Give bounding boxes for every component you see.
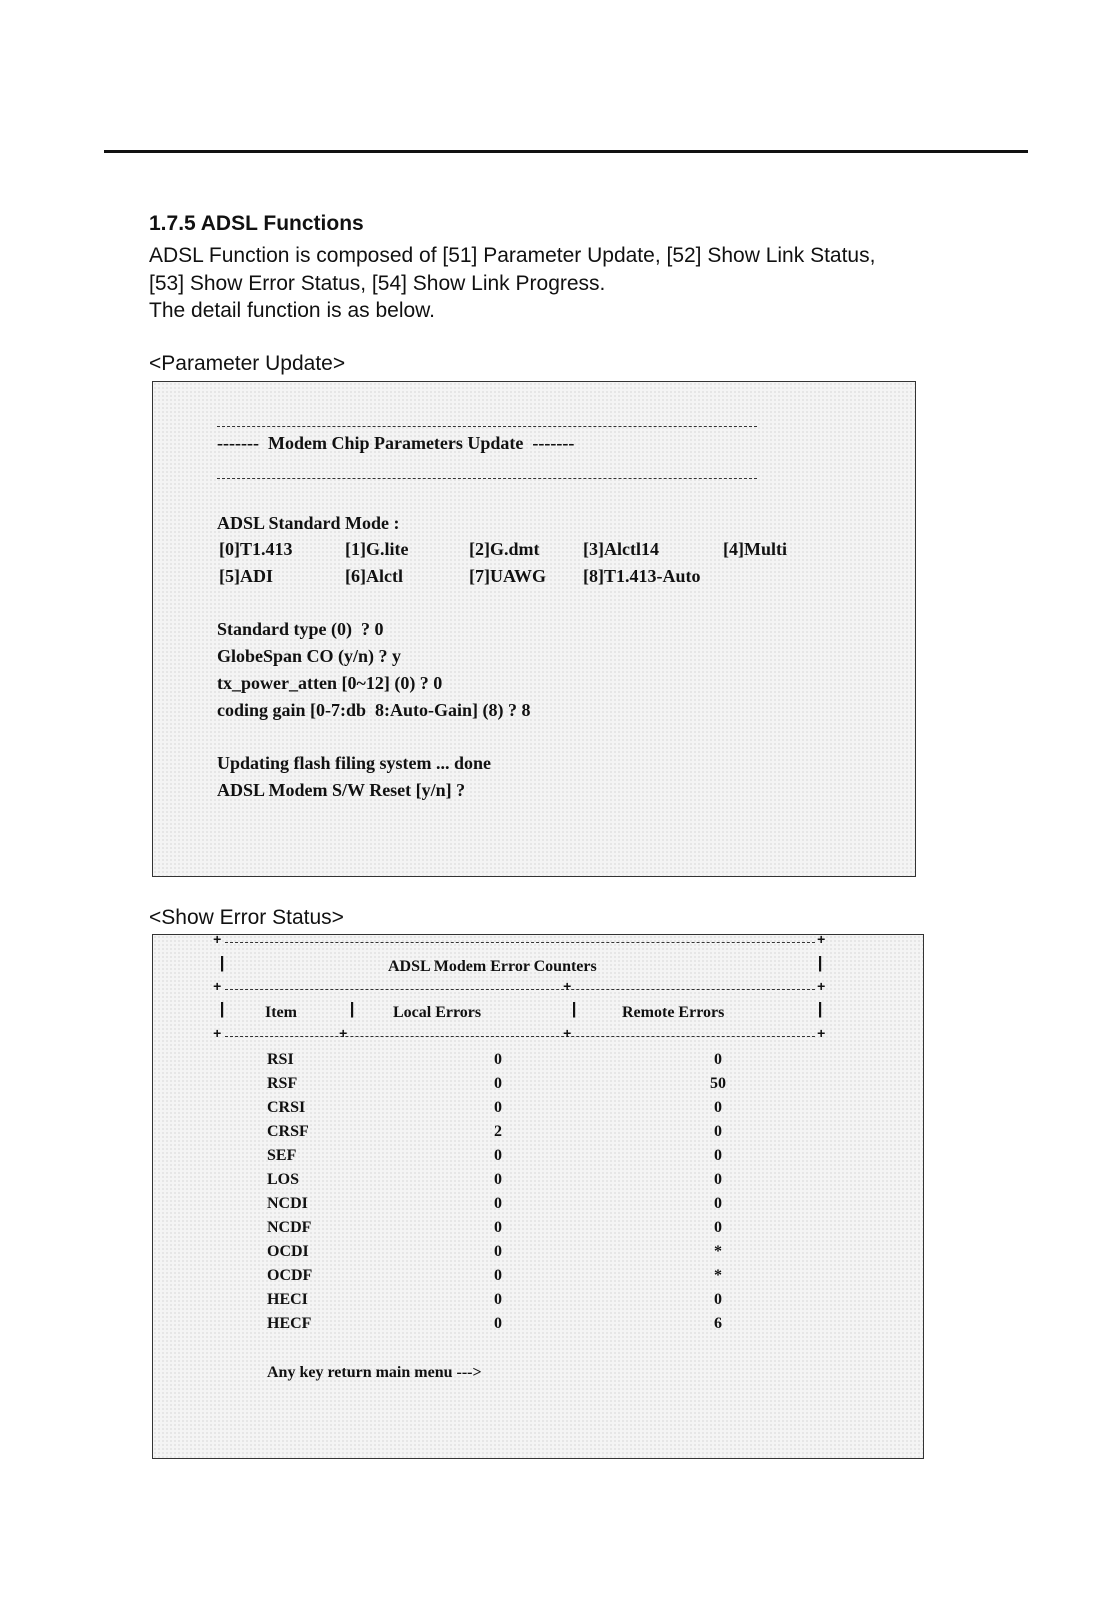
corner-plus: + <box>563 1027 572 1043</box>
corner-plus: + <box>817 933 826 949</box>
table-edge: | <box>569 1001 580 1020</box>
mode-option: [8]T1.413-Auto <box>583 566 701 586</box>
mode-option: [0]T1.413 <box>219 539 293 559</box>
row-remote: * <box>714 1243 722 1260</box>
mode-option: [2]G.dmt <box>469 539 540 559</box>
mode-option: [6]Alctl <box>345 566 403 586</box>
table-row <box>153 1147 923 1171</box>
corner-plus: + <box>563 980 572 996</box>
section-heading: 1.7.5 ADSL Functions <box>149 212 364 235</box>
parameter-update-caption: <Parameter Update> <box>149 352 346 375</box>
table-border <box>225 942 815 943</box>
mode-option: [5]ADI <box>219 566 273 586</box>
prompt-line: Standard type (0) ? 0 <box>217 619 384 639</box>
table-edge: | <box>347 1001 358 1020</box>
row-local: 0 <box>494 1291 502 1308</box>
row-remote: 0 <box>714 1171 722 1188</box>
corner-plus: + <box>213 980 222 996</box>
table-row <box>153 1267 923 1291</box>
table-row <box>153 1219 923 1243</box>
error-status-caption: <Show Error Status> <box>149 906 344 929</box>
top-rule <box>104 150 1028 153</box>
prompt-line: GlobeSpan CO (y/n) ? y <box>217 646 402 666</box>
row-item: OCDF <box>267 1267 313 1284</box>
row-item: HECI <box>267 1291 308 1308</box>
section-paragraph <box>149 242 1009 325</box>
mode-options-row <box>219 566 701 587</box>
row-local: 0 <box>494 1243 502 1260</box>
dashed-rule <box>217 478 757 479</box>
corner-plus: + <box>339 1027 348 1043</box>
status-line: ADSL Modem S/W Reset [y/n] ? <box>217 780 466 800</box>
row-remote: 0 <box>714 1291 722 1308</box>
table-row <box>153 1291 923 1315</box>
table-row <box>153 1099 923 1123</box>
row-item: OCDI <box>267 1243 309 1260</box>
row-remote: 0 <box>714 1195 722 1212</box>
table-edge: | <box>815 1001 826 1020</box>
prompt-line: tx_power_atten [0~12] (0) ? 0 <box>217 673 443 693</box>
column-header-item: Item <box>265 1004 297 1021</box>
paragraph-line: [53] Show Error Status, [54] Show Link Progress. <box>149 271 606 295</box>
paragraph-line: The detail function is as below. <box>149 299 436 322</box>
mode-label: ADSL Standard Mode : <box>217 513 400 533</box>
row-local: 0 <box>494 1171 502 1188</box>
status-line: Updating flash filing system ... done <box>217 753 492 773</box>
row-local: 0 <box>494 1051 502 1068</box>
corner-plus: + <box>817 980 826 996</box>
row-remote: 0 <box>714 1123 722 1140</box>
row-local: 0 <box>494 1195 502 1212</box>
table-row <box>153 1123 923 1147</box>
table-edge: | <box>217 1001 228 1020</box>
table-edge: | <box>815 955 826 974</box>
table-row <box>153 1243 923 1267</box>
row-item: CRSI <box>267 1099 306 1116</box>
error-status-screenshot <box>152 934 924 1459</box>
row-item: NCDI <box>267 1195 308 1212</box>
dashed-rule <box>217 426 757 427</box>
table-row <box>153 1195 923 1219</box>
row-item: CRSF <box>267 1123 309 1140</box>
prompt-line: coding gain [0-7:db 8:Auto-Gain] (8) ? 8 <box>217 700 531 720</box>
table-row <box>153 1051 923 1075</box>
row-local: 0 <box>494 1147 502 1164</box>
mode-options-row <box>219 539 787 560</box>
row-local: 0 <box>494 1099 502 1116</box>
table-title: ADSL Modem Error Counters <box>388 958 597 975</box>
table-edge: | <box>217 955 228 974</box>
row-local: 0 <box>494 1315 502 1332</box>
row-remote: 0 <box>714 1147 722 1164</box>
row-item: RSF <box>267 1075 298 1092</box>
mode-option: [1]G.lite <box>345 539 409 559</box>
column-header-remote: Remote Errors <box>622 1004 725 1021</box>
row-local: 0 <box>494 1219 502 1236</box>
row-local: 2 <box>494 1123 502 1140</box>
table-row <box>153 1315 923 1339</box>
paragraph-line: ADSL Function is composed of [51] Parameter Update, [52] Show Link Status, <box>149 244 876 267</box>
row-remote: 6 <box>714 1315 722 1332</box>
mode-option: [4]Multi <box>723 539 787 559</box>
corner-plus: + <box>213 1027 222 1043</box>
return-menu-prompt: Any key return main menu ---> <box>267 1364 482 1381</box>
row-remote: 50 <box>710 1075 726 1092</box>
row-remote: 0 <box>714 1051 722 1068</box>
corner-plus: + <box>213 933 222 949</box>
row-item: RSI <box>267 1051 294 1068</box>
row-item: LOS <box>267 1171 300 1188</box>
corner-plus: + <box>817 1027 826 1043</box>
mode-option: [7]UAWG <box>469 566 546 586</box>
screen-title: ------- Modem Chip Parameters Update ------- <box>217 433 575 453</box>
table-row <box>153 1075 923 1099</box>
row-remote: * <box>714 1267 722 1284</box>
table-row <box>153 1171 923 1195</box>
row-remote: 0 <box>714 1219 722 1236</box>
row-remote: 0 <box>714 1099 722 1116</box>
column-header-local: Local Errors <box>393 1004 482 1021</box>
row-item: NCDF <box>267 1219 312 1236</box>
table-border <box>225 1036 815 1037</box>
row-item: SEF <box>267 1147 297 1164</box>
row-item: HECF <box>267 1315 312 1332</box>
row-local: 0 <box>494 1267 502 1284</box>
table-border <box>225 989 815 990</box>
row-local: 0 <box>494 1075 502 1092</box>
parameter-update-screenshot <box>152 381 916 877</box>
mode-option: [3]Alctl14 <box>583 539 659 559</box>
